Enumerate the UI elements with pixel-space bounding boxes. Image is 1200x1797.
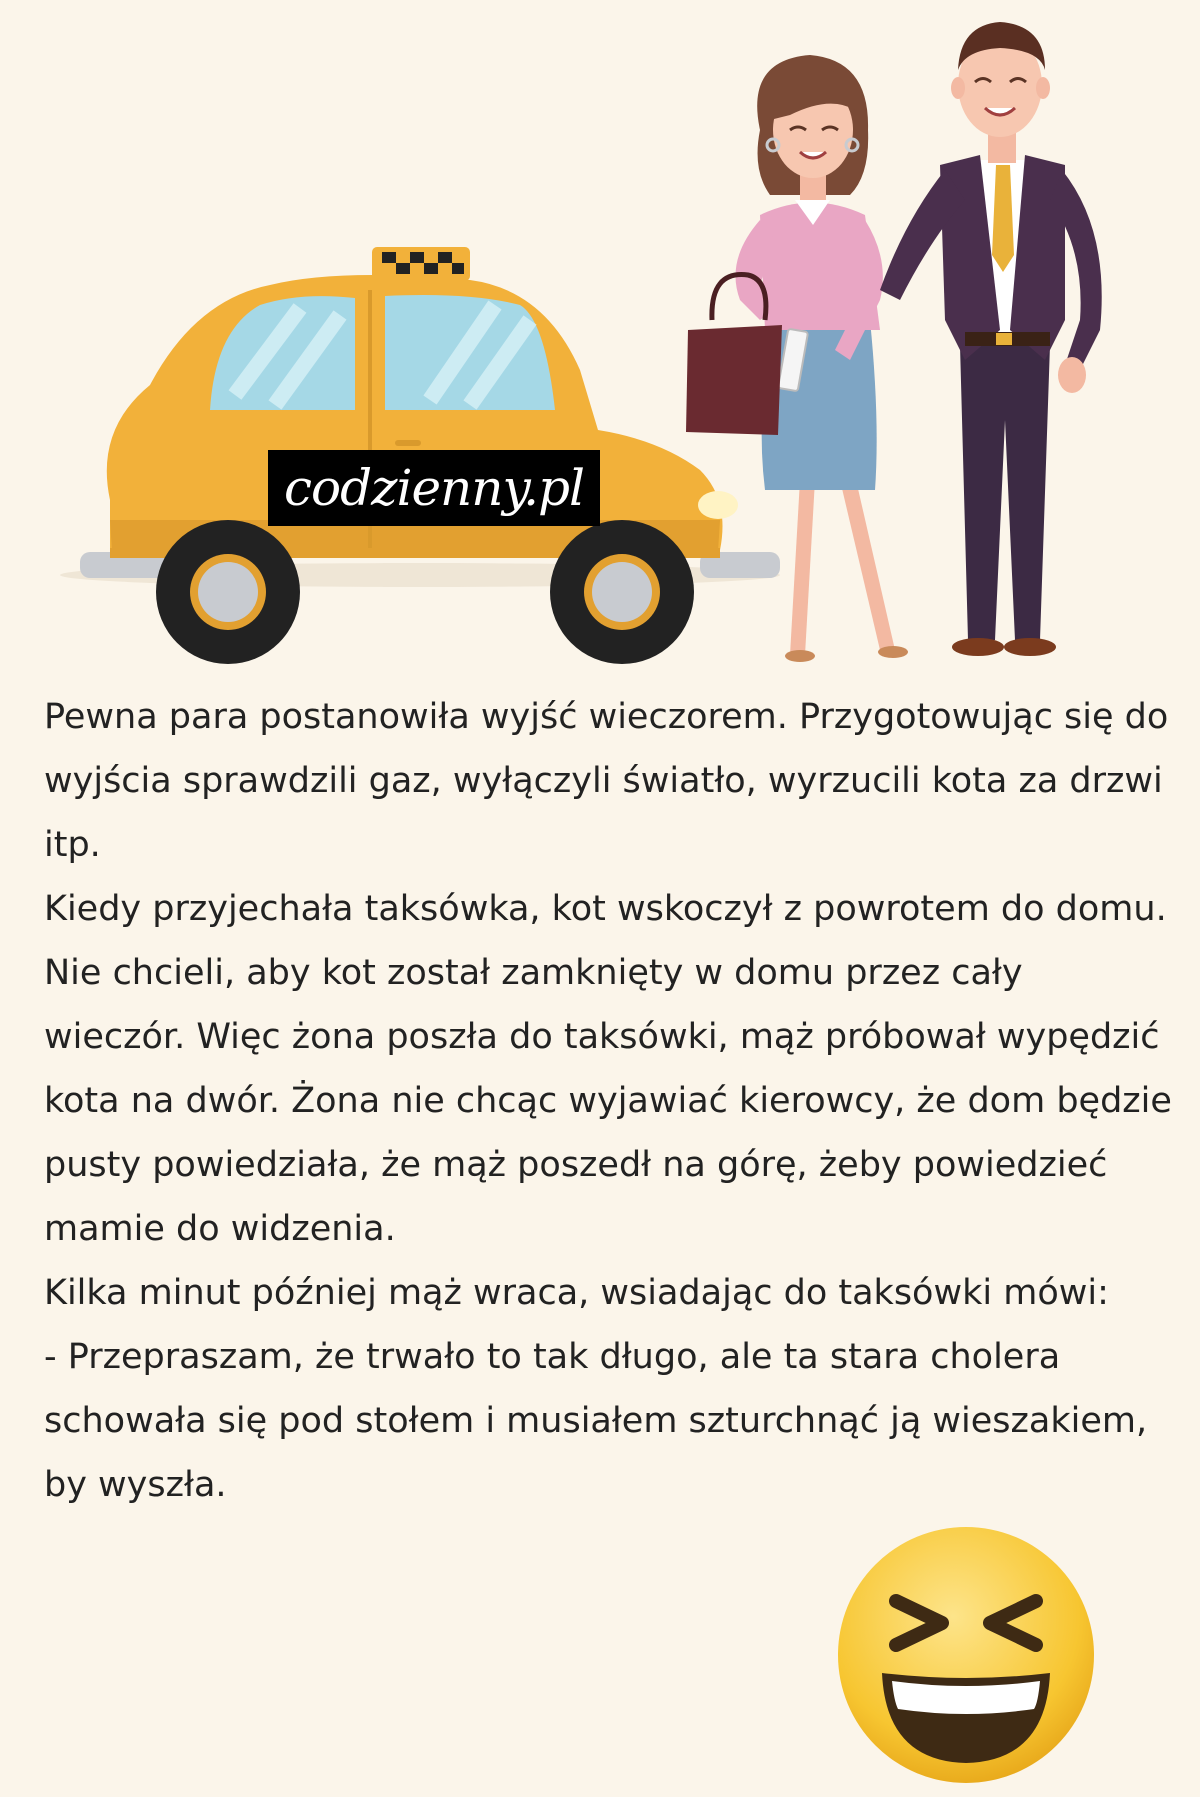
story-paragraph-4: - Przepraszam, że trwało to tak długo, ale ta stara cholera schowała się pod stołem i musiałem szturchnąć ją wieszakiem, by wyszła. [44,1337,1148,1505]
story-paragraph-3: Kilka minut później mąż wraca, wsiadając do taksówki mówi: [44,1273,1109,1313]
taxi-front-wheel [550,520,694,664]
watermark-text: codzienny.pl [284,459,584,517]
taxi-rear-wheel [156,520,300,664]
laughing-squinting-face-icon [834,1523,1098,1787]
story-text [44,685,1174,1517]
watermark-logo [268,450,600,526]
handbag [686,275,782,435]
story-paragraph-2: Kiedy przyjechała taksówka, kot wskoczył z powrotem do domu. Nie chcieli, aby kot został zamknięty w domu przez cały wieczór. Więc żona poszła do taksówki, mąż próbował wypędzić kota na dwór. Żona nie chcąc wyjawiać kierowcy, że dom będzie pusty powiedziała, że mąż poszedł na górę, żeby powiedzieć mamie do widzenia. [44,889,1172,1249]
man-figure [880,22,1102,656]
taxi-couple-illustration [0,0,1200,680]
story-paragraph-1: Pewna para postanowiła wyjść wieczorem. Przygotowując się do wyjścia sprawdzili gaz, wyłączyli światło, wyrzucili kota za drzwi itp. [44,697,1169,865]
